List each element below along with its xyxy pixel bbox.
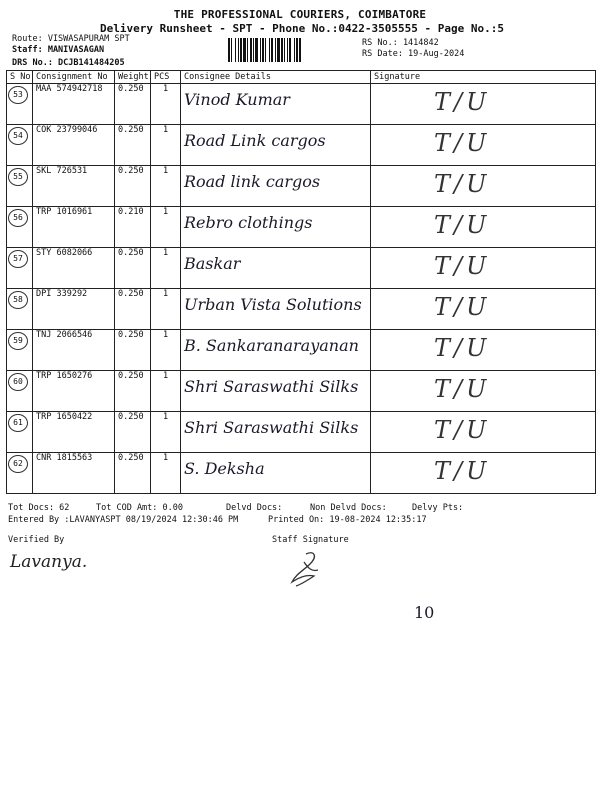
cell-pcs: 1 <box>151 412 181 453</box>
sno-circle-mark: 53 <box>8 86 28 104</box>
runsheet-title: Delivery Runsheet - SPT - Phone No.:0422-3505555 - Page No.:5 <box>100 22 504 35</box>
sno-circle-mark: 55 <box>8 168 28 186</box>
table-row <box>7 453 596 494</box>
cell-sno <box>7 84 33 125</box>
rs-date: RS Date: 19-Aug-2024 <box>362 49 465 59</box>
table-row <box>7 412 596 453</box>
signature-handwriting: T/U <box>434 88 491 116</box>
sno-circle-mark: 60 <box>8 373 28 391</box>
cell-consignee <box>181 248 371 289</box>
cell-signature <box>371 289 596 330</box>
sno-circle-mark: 59 <box>8 332 28 350</box>
staff-signature-scribble <box>284 548 328 590</box>
cell-weight: 0.250 <box>115 330 151 371</box>
cell-sno <box>7 207 33 248</box>
cell-signature <box>371 371 596 412</box>
sno-circle-mark: 61 <box>8 414 28 432</box>
cell-consignee <box>181 371 371 412</box>
staff-signature-label: Staff Signature <box>272 535 349 545</box>
cell-pcs: 1 <box>151 84 181 125</box>
sno-circle-mark: 57 <box>8 250 28 268</box>
delivery-points: Delvy Pts: <box>412 503 464 513</box>
cell-consignee <box>181 125 371 166</box>
cell-consignee <box>181 166 371 207</box>
cell-consignment: COK 23799046 <box>33 125 115 166</box>
staff-label: Staff: MANIVASAGAN <box>12 45 105 55</box>
consignee-handwriting: Shri Saraswathi Silks <box>184 418 359 437</box>
cell-consignment: CNR 1815563 <box>33 453 115 494</box>
consignee-handwriting: Shri Saraswathi Silks <box>184 377 359 396</box>
cell-consignment: TRP 1650422 <box>33 412 115 453</box>
cell-pcs: 1 <box>151 166 181 207</box>
signature-handwriting: T/U <box>434 129 491 157</box>
cell-weight: 0.210 <box>115 207 151 248</box>
cell-consignee <box>181 207 371 248</box>
cell-weight: 0.250 <box>115 412 151 453</box>
cell-sno <box>7 289 33 330</box>
cell-consignee <box>181 289 371 330</box>
route-label: Route: VISWASAPURAM SPT <box>12 34 130 44</box>
entered-by: Entered By :LAVANYASPT 08/19/2024 12:30:46 PM <box>8 515 239 525</box>
cell-consignee <box>181 330 371 371</box>
header-consignee: Consignee Details <box>181 71 371 84</box>
cell-consignee <box>181 84 371 125</box>
cell-pcs: 1 <box>151 207 181 248</box>
cell-pcs: 1 <box>151 330 181 371</box>
consignee-handwriting: Road link cargos <box>184 172 321 191</box>
cell-signature <box>371 166 596 207</box>
signature-handwriting: T/U <box>434 211 491 239</box>
signature-handwriting: T/U <box>434 293 491 321</box>
cell-consignment: SKL 726531 <box>33 166 115 207</box>
cell-pcs: 1 <box>151 289 181 330</box>
consignee-handwriting: Vinod Kumar <box>184 90 290 109</box>
header-sno: S No <box>7 71 33 84</box>
cell-signature <box>371 330 596 371</box>
sno-circle-mark: 54 <box>8 127 28 145</box>
signature-handwriting: T/U <box>434 170 491 198</box>
table-row <box>7 125 596 166</box>
consignee-handwriting: Urban Vista Solutions <box>184 295 362 314</box>
cell-signature <box>371 248 596 289</box>
cell-signature <box>371 207 596 248</box>
cell-consignee <box>181 412 371 453</box>
cell-pcs: 1 <box>151 125 181 166</box>
header-weight: Weight <box>115 71 151 84</box>
total-docs: Tot Docs: 62 <box>8 503 70 513</box>
table-row <box>7 166 596 207</box>
table-row <box>7 289 596 330</box>
table-row <box>7 207 596 248</box>
cell-pcs: 1 <box>151 371 181 412</box>
sno-circle-mark: 58 <box>8 291 28 309</box>
barcode-image <box>228 38 360 62</box>
verified-by-label: Verified By <box>8 535 65 545</box>
cell-sno <box>7 412 33 453</box>
consignee-handwriting: Baskar <box>184 254 241 273</box>
cell-consignment: TRP 1016961 <box>33 207 115 248</box>
signature-handwriting: T/U <box>434 416 491 444</box>
cell-pcs: 1 <box>151 248 181 289</box>
consignee-handwriting: B. Sankaranarayanan <box>184 336 359 355</box>
cell-signature <box>371 412 596 453</box>
table-row <box>7 330 596 371</box>
cell-sno <box>7 248 33 289</box>
cell-sno <box>7 330 33 371</box>
signature-handwriting: T/U <box>434 457 491 485</box>
cell-consignment: TNJ 2066546 <box>33 330 115 371</box>
rs-number: RS No.: 1414842 <box>362 38 439 48</box>
cell-signature <box>371 453 596 494</box>
runsheet-table <box>6 70 596 494</box>
cell-consignment: MAA 574942718 <box>33 84 115 125</box>
drs-number: DRS No.: DCJB141484205 <box>12 58 125 68</box>
total-cod-amount: Tot COD Amt: 0.00 <box>96 503 183 513</box>
table-row <box>7 84 596 125</box>
cell-consignment: DPI 339292 <box>33 289 115 330</box>
printed-on: Printed On: 19-08-2024 12:35:17 <box>268 515 427 525</box>
cell-weight: 0.250 <box>115 453 151 494</box>
signature-handwriting: T/U <box>434 334 491 362</box>
consignee-handwriting: Rebro clothings <box>184 213 313 232</box>
header-pcs: PCS <box>151 71 181 84</box>
page-mark: 10 <box>414 603 435 622</box>
table-row <box>7 371 596 412</box>
cell-weight: 0.250 <box>115 166 151 207</box>
cell-sno <box>7 371 33 412</box>
cell-pcs: 1 <box>151 453 181 494</box>
table-row <box>7 248 596 289</box>
cell-signature <box>371 125 596 166</box>
cell-sno <box>7 166 33 207</box>
cell-consignment: TRP 1650276 <box>33 371 115 412</box>
sno-circle-mark: 56 <box>8 209 28 227</box>
verifier-signature: Lavanya. <box>10 552 88 572</box>
delivered-docs: Delvd Docs: <box>226 503 283 513</box>
cell-sno <box>7 453 33 494</box>
cell-signature <box>371 84 596 125</box>
cell-weight: 0.250 <box>115 289 151 330</box>
header-consignment: Consignment No <box>33 71 115 84</box>
company-name: THE PROFESSIONAL COURIERS, COIMBATORE <box>173 8 427 21</box>
header-signature: Signature <box>371 71 596 84</box>
non-delivered-docs: Non Delvd Docs: <box>310 503 387 513</box>
cell-consignee <box>181 453 371 494</box>
cell-weight: 0.250 <box>115 125 151 166</box>
cell-weight: 0.250 <box>115 248 151 289</box>
table-header-row <box>7 71 596 84</box>
sno-circle-mark: 62 <box>8 455 28 473</box>
signature-handwriting: T/U <box>434 375 491 403</box>
consignee-handwriting: Road Link cargos <box>184 131 326 150</box>
cell-weight: 0.250 <box>115 371 151 412</box>
consignee-handwriting: S. Deksha <box>184 459 265 478</box>
cell-weight: 0.250 <box>115 84 151 125</box>
cell-consignment: STY 6082066 <box>33 248 115 289</box>
cell-sno <box>7 125 33 166</box>
signature-handwriting: T/U <box>434 252 491 280</box>
